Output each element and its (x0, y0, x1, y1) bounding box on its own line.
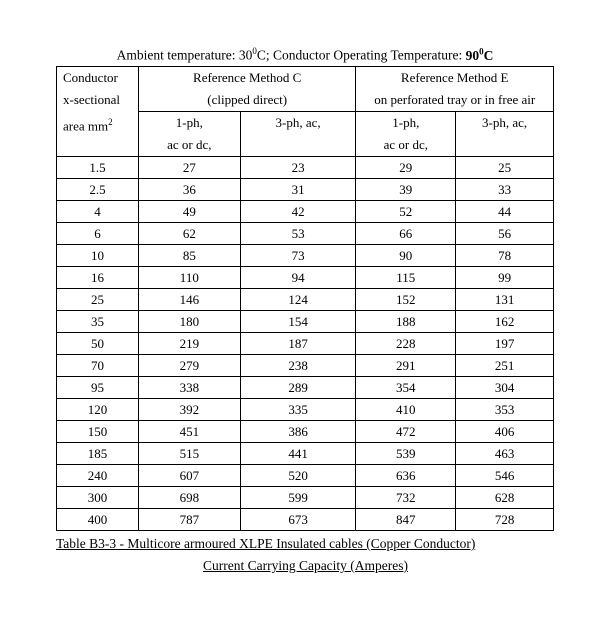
table-cell: 279 (138, 355, 240, 377)
table-cell: 386 (240, 421, 356, 443)
heading-degree-1: 0 (252, 46, 257, 56)
table-cell: 4 (57, 201, 139, 223)
conductor-header (57, 67, 139, 157)
table-cell: 6 (57, 223, 139, 245)
table-cell: 406 (456, 421, 554, 443)
heading-middle: C; Conductor Operating Temperature: (256, 47, 466, 63)
table-row (57, 157, 554, 179)
table-row (57, 333, 554, 355)
table-cell: 25 (456, 157, 554, 179)
table-cell: 515 (138, 443, 240, 465)
table-cell: 354 (356, 377, 456, 399)
conductor-header-line-2: x-sectional (63, 92, 121, 107)
table-cell: 99 (456, 267, 554, 289)
method-e-subtitle: on perforated tray or in free air (374, 92, 536, 107)
method-e-title: Reference Method E (400, 70, 509, 85)
table-cell: 451 (138, 421, 240, 443)
table-cell: 335 (240, 399, 356, 421)
table-row (57, 487, 554, 509)
table-cell: 188 (356, 311, 456, 333)
table-cell: 62 (138, 223, 240, 245)
table-cell: 240 (57, 465, 139, 487)
table-cell: 300 (57, 487, 139, 509)
table-row (57, 179, 554, 201)
table-cell: 110 (138, 267, 240, 289)
c-1ph-line-1: 1-ph, (175, 115, 203, 130)
table-cell: 39 (356, 179, 456, 201)
e-3ph-line: 3-ph, ac, (482, 115, 528, 130)
table-cell: 53 (240, 223, 356, 245)
table-cell: 23 (240, 157, 356, 179)
table-cell: 185 (57, 443, 139, 465)
table-row (57, 443, 554, 465)
table-cell: 25 (57, 289, 139, 311)
table-cell: 49 (138, 201, 240, 223)
table-cell: 27 (138, 157, 240, 179)
table-cell: 539 (356, 443, 456, 465)
e-1ph-line-2: ac or dc, (383, 137, 428, 152)
table-cell: 31 (240, 179, 356, 201)
table-cell: 441 (240, 443, 356, 465)
table-cell: 472 (356, 421, 456, 443)
area-label: area mm (63, 118, 109, 134)
table-row (57, 377, 554, 399)
table-cell: 628 (456, 487, 554, 509)
conductor-header-line-3 (63, 111, 138, 137)
c-1ph-header (138, 112, 240, 157)
conductor-header-line-1: Conductor (63, 70, 118, 85)
table-cell: 353 (456, 399, 554, 421)
table-cell: 36 (138, 179, 240, 201)
table-cell: 338 (138, 377, 240, 399)
table-cell: 400 (57, 509, 139, 531)
table-cell: 847 (356, 509, 456, 531)
table-cell: 154 (240, 311, 356, 333)
table-row (57, 311, 554, 333)
table-cell: 16 (57, 267, 139, 289)
table-cell: 52 (356, 201, 456, 223)
table-heading (56, 46, 554, 64)
table-cell: 42 (240, 201, 356, 223)
table-cell: 728 (456, 509, 554, 531)
table-cell: 115 (356, 267, 456, 289)
area-superscript: 2 (108, 117, 113, 127)
table-row (57, 267, 554, 289)
table-cell: 44 (456, 201, 554, 223)
table-cell: 698 (138, 487, 240, 509)
table-row (57, 509, 554, 531)
table-cell: 197 (456, 333, 554, 355)
header-row-1 (57, 67, 554, 112)
table-cell: 291 (356, 355, 456, 377)
table-cell: 131 (456, 289, 554, 311)
table-cell: 33 (456, 179, 554, 201)
table-cell: 124 (240, 289, 356, 311)
table-caption-subtitle: Current Carrying Capacity (Amperes) (202, 558, 409, 573)
capacity-table (56, 66, 554, 531)
heading-bold-number: 90 (465, 47, 480, 63)
table-cell: 56 (456, 223, 554, 245)
table-cell: 392 (138, 399, 240, 421)
table-cell: 238 (240, 355, 356, 377)
table-row (57, 289, 554, 311)
table-row (57, 399, 554, 421)
table-cell: 304 (456, 377, 554, 399)
table-row (57, 201, 554, 223)
table-cell: 162 (456, 311, 554, 333)
c-3ph-line: 3-ph, ac, (275, 115, 321, 130)
method-c-title: Reference Method C (193, 70, 302, 85)
table-cell: 732 (356, 487, 456, 509)
table-cell: 636 (356, 465, 456, 487)
e-3ph-header (456, 112, 554, 157)
table-cell: 228 (356, 333, 456, 355)
table-cell: 180 (138, 311, 240, 333)
table-cell: 78 (456, 245, 554, 267)
table-cell: 520 (240, 465, 356, 487)
table-cell: 120 (57, 399, 139, 421)
table-row (57, 245, 554, 267)
method-c-header (138, 67, 355, 112)
c-3ph-header (240, 112, 356, 157)
e-1ph-line-1: 1-ph, (392, 115, 420, 130)
heading-bold-value (466, 48, 494, 63)
table-cell: 152 (356, 289, 456, 311)
table-cell: 95 (57, 377, 139, 399)
table-row (57, 421, 554, 443)
table-cell: 1.5 (57, 157, 139, 179)
table-cell: 66 (356, 223, 456, 245)
table-cell: 289 (240, 377, 356, 399)
table-body (57, 157, 554, 531)
table-cell: 546 (456, 465, 554, 487)
table-cell: 85 (138, 245, 240, 267)
table-cell: 10 (57, 245, 139, 267)
table-row (57, 465, 554, 487)
table-cell: 410 (356, 399, 456, 421)
table-cell: 90 (356, 245, 456, 267)
table-cell: 146 (138, 289, 240, 311)
table-cell: 73 (240, 245, 356, 267)
table-cell: 607 (138, 465, 240, 487)
method-c-subtitle: (clipped direct) (207, 92, 288, 107)
table-cell: 787 (138, 509, 240, 531)
table-cell: 50 (57, 333, 139, 355)
table-cell: 673 (240, 509, 356, 531)
table-cell: 2.5 (57, 179, 139, 201)
table-cell: 150 (57, 421, 139, 443)
c-1ph-line-2: ac or dc, (167, 137, 212, 152)
heading-prefix: Ambient temperature: 30 (116, 47, 253, 63)
table-row (57, 355, 554, 377)
table-cell: 463 (456, 443, 554, 465)
heading-bold-unit: C (483, 47, 494, 63)
table-cell: 187 (240, 333, 356, 355)
table-row (57, 223, 554, 245)
heading-degree-2: 0 (479, 46, 484, 56)
table-cell: 70 (57, 355, 139, 377)
e-1ph-header (356, 112, 456, 157)
table-cell: 219 (138, 333, 240, 355)
table-caption: Table B3-3 - Multicore armoured XLPE Insulated cables (Copper Conductor) (56, 536, 476, 551)
table-cell: 35 (57, 311, 139, 333)
table-cell: 251 (456, 355, 554, 377)
table-cell: 94 (240, 267, 356, 289)
table-cell: 29 (356, 157, 456, 179)
table-cell: 599 (240, 487, 356, 509)
method-e-header (356, 67, 554, 112)
